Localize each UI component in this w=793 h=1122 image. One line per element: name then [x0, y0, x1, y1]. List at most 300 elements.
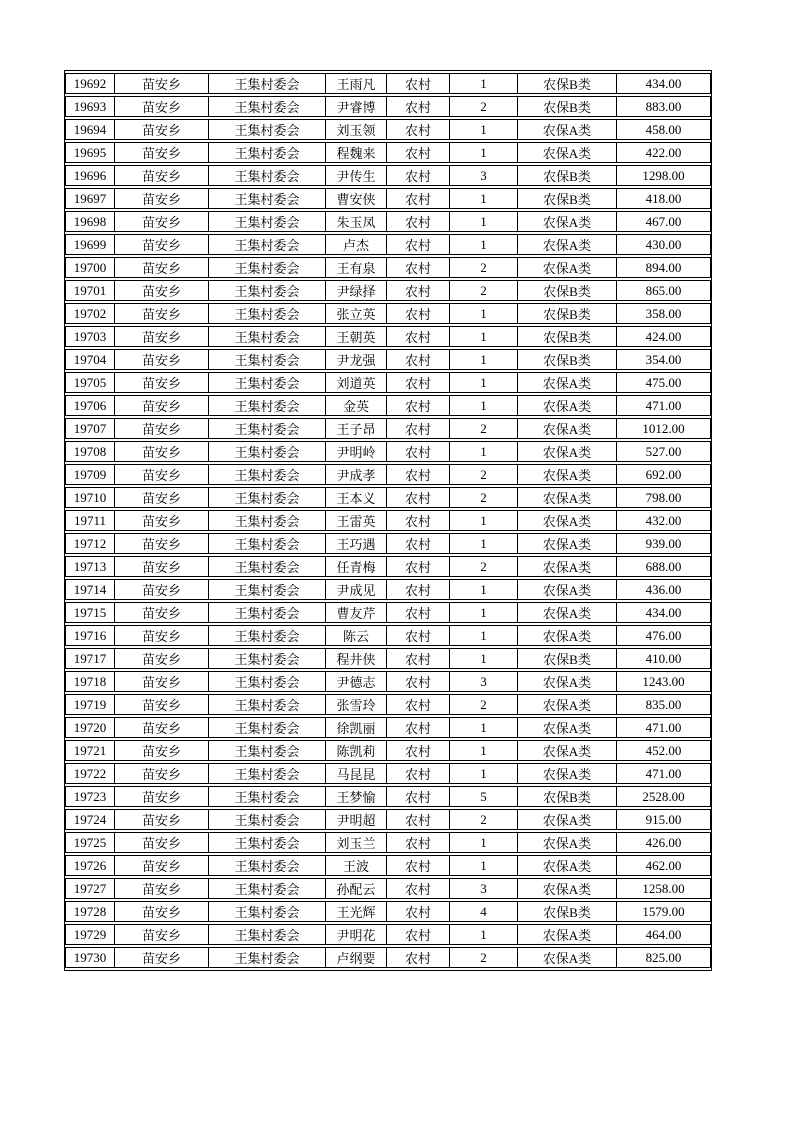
village-cell: 王集村委会	[209, 372, 326, 393]
table-row	[65, 326, 711, 347]
name-cell: 尹传生	[326, 165, 387, 186]
table-row	[65, 142, 711, 163]
category-cell: 农保B类	[518, 303, 617, 324]
residence-cell: 农村	[387, 556, 450, 577]
table-row	[65, 809, 711, 830]
table-row	[65, 510, 711, 531]
amount-cell: 939.00	[617, 533, 711, 554]
category-cell: 农保A类	[518, 211, 617, 232]
residence-cell: 农村	[387, 855, 450, 876]
name-cell: 任青梅	[326, 556, 387, 577]
township-cell: 苗安乡	[115, 372, 209, 393]
village-cell: 王集村委会	[209, 625, 326, 646]
id-cell: 19726	[65, 855, 115, 876]
residence-cell: 农村	[387, 809, 450, 830]
id-cell: 19721	[65, 740, 115, 761]
township-cell: 苗安乡	[115, 142, 209, 163]
table-row	[65, 533, 711, 554]
id-cell: 19707	[65, 418, 115, 439]
id-cell: 19694	[65, 119, 115, 140]
id-cell: 19716	[65, 625, 115, 646]
amount-cell: 432.00	[617, 510, 711, 531]
name-cell: 金英	[326, 395, 387, 416]
residence-cell: 农村	[387, 487, 450, 508]
name-cell: 尹德志	[326, 671, 387, 692]
category-cell: 农保B类	[518, 165, 617, 186]
category-cell: 农保A类	[518, 418, 617, 439]
count-cell: 2	[450, 947, 518, 968]
category-cell: 农保A类	[518, 487, 617, 508]
table-row	[65, 280, 711, 301]
count-cell: 3	[450, 878, 518, 899]
village-cell: 王集村委会	[209, 188, 326, 209]
residence-cell: 农村	[387, 349, 450, 370]
count-cell: 5	[450, 786, 518, 807]
township-cell: 苗安乡	[115, 763, 209, 784]
amount-cell: 471.00	[617, 763, 711, 784]
township-cell: 苗安乡	[115, 510, 209, 531]
residence-cell: 农村	[387, 832, 450, 853]
village-cell: 王集村委会	[209, 717, 326, 738]
table-row	[65, 257, 711, 278]
category-cell: 农保A类	[518, 441, 617, 462]
name-cell: 尹睿博	[326, 96, 387, 117]
id-cell: 19695	[65, 142, 115, 163]
residence-cell: 农村	[387, 211, 450, 232]
count-cell: 2	[450, 96, 518, 117]
residence-cell: 农村	[387, 303, 450, 324]
table-row	[65, 96, 711, 117]
id-cell: 19713	[65, 556, 115, 577]
name-cell: 王雨凡	[326, 73, 387, 94]
township-cell: 苗安乡	[115, 188, 209, 209]
village-cell: 王集村委会	[209, 280, 326, 301]
village-cell: 王集村委会	[209, 579, 326, 600]
category-cell: 农保A类	[518, 372, 617, 393]
name-cell: 王子昂	[326, 418, 387, 439]
amount-cell: 452.00	[617, 740, 711, 761]
category-cell: 农保A类	[518, 257, 617, 278]
residence-cell: 农村	[387, 671, 450, 692]
township-cell: 苗安乡	[115, 924, 209, 945]
count-cell: 1	[450, 533, 518, 554]
id-cell: 19703	[65, 326, 115, 347]
id-cell: 19693	[65, 96, 115, 117]
residence-cell: 农村	[387, 464, 450, 485]
amount-cell: 418.00	[617, 188, 711, 209]
category-cell: 农保A类	[518, 832, 617, 853]
name-cell: 程井侠	[326, 648, 387, 669]
name-cell: 尹明岭	[326, 441, 387, 462]
name-cell: 王朝英	[326, 326, 387, 347]
village-cell: 王集村委会	[209, 855, 326, 876]
table-row	[65, 579, 711, 600]
village-cell: 王集村委会	[209, 303, 326, 324]
amount-cell: 467.00	[617, 211, 711, 232]
id-cell: 19723	[65, 786, 115, 807]
residence-cell: 农村	[387, 602, 450, 623]
residence-cell: 农村	[387, 533, 450, 554]
township-cell: 苗安乡	[115, 257, 209, 278]
township-cell: 苗安乡	[115, 326, 209, 347]
count-cell: 1	[450, 211, 518, 232]
count-cell: 4	[450, 901, 518, 922]
township-cell: 苗安乡	[115, 625, 209, 646]
table-row	[65, 372, 711, 393]
name-cell: 尹绿择	[326, 280, 387, 301]
amount-cell: 692.00	[617, 464, 711, 485]
count-cell: 2	[450, 280, 518, 301]
id-cell: 19722	[65, 763, 115, 784]
category-cell: 农保A类	[518, 510, 617, 531]
residence-cell: 农村	[387, 119, 450, 140]
count-cell: 1	[450, 326, 518, 347]
count-cell: 3	[450, 671, 518, 692]
count-cell: 1	[450, 349, 518, 370]
id-cell: 19729	[65, 924, 115, 945]
category-cell: 农保B类	[518, 326, 617, 347]
table-row	[65, 556, 711, 577]
table-row	[65, 395, 711, 416]
table-row	[65, 878, 711, 899]
township-cell: 苗安乡	[115, 947, 209, 968]
township-cell: 苗安乡	[115, 165, 209, 186]
amount-cell: 434.00	[617, 602, 711, 623]
village-cell: 王集村委会	[209, 763, 326, 784]
amount-cell: 527.00	[617, 441, 711, 462]
amount-cell: 471.00	[617, 717, 711, 738]
residence-cell: 农村	[387, 188, 450, 209]
name-cell: 陈凯莉	[326, 740, 387, 761]
name-cell: 卢杰	[326, 234, 387, 255]
name-cell: 程魏来	[326, 142, 387, 163]
village-cell: 王集村委会	[209, 441, 326, 462]
village-cell: 王集村委会	[209, 349, 326, 370]
village-cell: 王集村委会	[209, 809, 326, 830]
village-cell: 王集村委会	[209, 510, 326, 531]
name-cell: 尹成见	[326, 579, 387, 600]
table-row	[65, 487, 711, 508]
residence-cell: 农村	[387, 257, 450, 278]
residence-cell: 农村	[387, 717, 450, 738]
id-cell: 19702	[65, 303, 115, 324]
count-cell: 1	[450, 579, 518, 600]
village-cell: 王集村委会	[209, 234, 326, 255]
township-cell: 苗安乡	[115, 211, 209, 232]
village-cell: 王集村委会	[209, 119, 326, 140]
category-cell: 农保A类	[518, 809, 617, 830]
residence-cell: 农村	[387, 901, 450, 922]
township-cell: 苗安乡	[115, 280, 209, 301]
village-cell: 王集村委会	[209, 786, 326, 807]
amount-cell: 894.00	[617, 257, 711, 278]
amount-cell: 915.00	[617, 809, 711, 830]
table-row	[65, 901, 711, 922]
village-cell: 王集村委会	[209, 740, 326, 761]
name-cell: 刘道英	[326, 372, 387, 393]
residence-cell: 农村	[387, 694, 450, 715]
amount-cell: 2528.00	[617, 786, 711, 807]
table-row	[65, 211, 711, 232]
id-cell: 19725	[65, 832, 115, 853]
township-cell: 苗安乡	[115, 809, 209, 830]
id-cell: 19700	[65, 257, 115, 278]
name-cell: 曹友芹	[326, 602, 387, 623]
name-cell: 王巧遇	[326, 533, 387, 554]
name-cell: 朱玉凤	[326, 211, 387, 232]
id-cell: 19730	[65, 947, 115, 968]
name-cell: 卢纲要	[326, 947, 387, 968]
category-cell: 农保B类	[518, 280, 617, 301]
amount-cell: 410.00	[617, 648, 711, 669]
township-cell: 苗安乡	[115, 303, 209, 324]
village-cell: 王集村委会	[209, 671, 326, 692]
residence-cell: 农村	[387, 579, 450, 600]
benefit-records-table	[64, 70, 712, 971]
name-cell: 尹龙强	[326, 349, 387, 370]
category-cell: 农保A类	[518, 947, 617, 968]
table-row	[65, 119, 711, 140]
amount-cell: 1298.00	[617, 165, 711, 186]
count-cell: 1	[450, 303, 518, 324]
id-cell: 19724	[65, 809, 115, 830]
residence-cell: 农村	[387, 740, 450, 761]
township-cell: 苗安乡	[115, 441, 209, 462]
category-cell: 农保B类	[518, 73, 617, 94]
township-cell: 苗安乡	[115, 740, 209, 761]
table-row	[65, 234, 711, 255]
name-cell: 王波	[326, 855, 387, 876]
count-cell: 3	[450, 165, 518, 186]
village-cell: 王集村委会	[209, 832, 326, 853]
count-cell: 1	[450, 73, 518, 94]
table-row	[65, 740, 711, 761]
name-cell: 尹明花	[326, 924, 387, 945]
village-cell: 王集村委会	[209, 211, 326, 232]
township-cell: 苗安乡	[115, 855, 209, 876]
township-cell: 苗安乡	[115, 579, 209, 600]
name-cell: 王光辉	[326, 901, 387, 922]
table-row	[65, 947, 711, 968]
category-cell: 农保B类	[518, 96, 617, 117]
village-cell: 王集村委会	[209, 73, 326, 94]
amount-cell: 688.00	[617, 556, 711, 577]
id-cell: 19710	[65, 487, 115, 508]
name-cell: 尹明超	[326, 809, 387, 830]
amount-cell: 476.00	[617, 625, 711, 646]
count-cell: 2	[450, 556, 518, 577]
count-cell: 2	[450, 694, 518, 715]
id-cell: 19698	[65, 211, 115, 232]
category-cell: 农保A类	[518, 924, 617, 945]
id-cell: 19711	[65, 510, 115, 531]
count-cell: 1	[450, 832, 518, 853]
category-cell: 农保A类	[518, 119, 617, 140]
name-cell: 马昆昆	[326, 763, 387, 784]
id-cell: 19699	[65, 234, 115, 255]
township-cell: 苗安乡	[115, 119, 209, 140]
village-cell: 王集村委会	[209, 142, 326, 163]
count-cell: 1	[450, 602, 518, 623]
name-cell: 尹成孝	[326, 464, 387, 485]
amount-cell: 1012.00	[617, 418, 711, 439]
residence-cell: 农村	[387, 96, 450, 117]
name-cell: 张雪玲	[326, 694, 387, 715]
residence-cell: 农村	[387, 510, 450, 531]
township-cell: 苗安乡	[115, 878, 209, 899]
village-cell: 王集村委会	[209, 694, 326, 715]
count-cell: 2	[450, 464, 518, 485]
table-row	[65, 763, 711, 784]
count-cell: 2	[450, 418, 518, 439]
name-cell: 张立英	[326, 303, 387, 324]
count-cell: 1	[450, 441, 518, 462]
name-cell: 刘玉领	[326, 119, 387, 140]
count-cell: 1	[450, 855, 518, 876]
table-row	[65, 602, 711, 623]
village-cell: 王集村委会	[209, 602, 326, 623]
village-cell: 王集村委会	[209, 257, 326, 278]
table-row	[65, 73, 711, 94]
table-row	[65, 349, 711, 370]
name-cell: 陈云	[326, 625, 387, 646]
id-cell: 19714	[65, 579, 115, 600]
residence-cell: 农村	[387, 625, 450, 646]
category-cell: 农保A类	[518, 694, 617, 715]
residence-cell: 农村	[387, 395, 450, 416]
category-cell: 农保B类	[518, 349, 617, 370]
village-cell: 王集村委会	[209, 395, 326, 416]
township-cell: 苗安乡	[115, 648, 209, 669]
township-cell: 苗安乡	[115, 533, 209, 554]
count-cell: 1	[450, 142, 518, 163]
township-cell: 苗安乡	[115, 556, 209, 577]
name-cell: 王有泉	[326, 257, 387, 278]
township-cell: 苗安乡	[115, 786, 209, 807]
name-cell: 刘玉兰	[326, 832, 387, 853]
amount-cell: 426.00	[617, 832, 711, 853]
count-cell: 1	[450, 763, 518, 784]
id-cell: 19697	[65, 188, 115, 209]
id-cell: 19692	[65, 73, 115, 94]
residence-cell: 农村	[387, 142, 450, 163]
residence-cell: 农村	[387, 418, 450, 439]
amount-cell: 436.00	[617, 579, 711, 600]
township-cell: 苗安乡	[115, 349, 209, 370]
village-cell: 王集村委会	[209, 96, 326, 117]
township-cell: 苗安乡	[115, 832, 209, 853]
category-cell: 农保A类	[518, 740, 617, 761]
residence-cell: 农村	[387, 234, 450, 255]
residence-cell: 农村	[387, 73, 450, 94]
amount-cell: 1243.00	[617, 671, 711, 692]
count-cell: 1	[450, 372, 518, 393]
amount-cell: 458.00	[617, 119, 711, 140]
count-cell: 1	[450, 510, 518, 531]
amount-cell: 462.00	[617, 855, 711, 876]
id-cell: 19704	[65, 349, 115, 370]
village-cell: 王集村委会	[209, 165, 326, 186]
amount-cell: 883.00	[617, 96, 711, 117]
table-row	[65, 924, 711, 945]
table-row	[65, 717, 711, 738]
name-cell: 王本义	[326, 487, 387, 508]
table-row	[65, 464, 711, 485]
table-row	[65, 418, 711, 439]
village-cell: 王集村委会	[209, 947, 326, 968]
id-cell: 19727	[65, 878, 115, 899]
township-cell: 苗安乡	[115, 464, 209, 485]
category-cell: 农保A类	[518, 878, 617, 899]
table-row	[65, 671, 711, 692]
table-row	[65, 786, 711, 807]
township-cell: 苗安乡	[115, 487, 209, 508]
amount-cell: 835.00	[617, 694, 711, 715]
village-cell: 王集村委会	[209, 878, 326, 899]
category-cell: 农保A类	[518, 763, 617, 784]
residence-cell: 农村	[387, 372, 450, 393]
id-cell: 19728	[65, 901, 115, 922]
residence-cell: 农村	[387, 763, 450, 784]
amount-cell: 1258.00	[617, 878, 711, 899]
count-cell: 1	[450, 119, 518, 140]
count-cell: 1	[450, 648, 518, 669]
residence-cell: 农村	[387, 786, 450, 807]
category-cell: 农保A类	[518, 533, 617, 554]
count-cell: 1	[450, 924, 518, 945]
residence-cell: 农村	[387, 441, 450, 462]
table-row	[65, 832, 711, 853]
category-cell: 农保A类	[518, 142, 617, 163]
residence-cell: 农村	[387, 947, 450, 968]
table-row	[65, 694, 711, 715]
township-cell: 苗安乡	[115, 395, 209, 416]
amount-cell: 434.00	[617, 73, 711, 94]
amount-cell: 798.00	[617, 487, 711, 508]
category-cell: 农保A类	[518, 625, 617, 646]
category-cell: 农保A类	[518, 717, 617, 738]
village-cell: 王集村委会	[209, 648, 326, 669]
count-cell: 2	[450, 487, 518, 508]
id-cell: 19706	[65, 395, 115, 416]
count-cell: 1	[450, 625, 518, 646]
amount-cell: 471.00	[617, 395, 711, 416]
category-cell: 农保A类	[518, 234, 617, 255]
count-cell: 1	[450, 234, 518, 255]
id-cell: 19719	[65, 694, 115, 715]
amount-cell: 825.00	[617, 947, 711, 968]
township-cell: 苗安乡	[115, 234, 209, 255]
table-row	[65, 625, 711, 646]
category-cell: 农保B类	[518, 901, 617, 922]
name-cell: 孙配云	[326, 878, 387, 899]
id-cell: 19701	[65, 280, 115, 301]
table-row	[65, 855, 711, 876]
village-cell: 王集村委会	[209, 487, 326, 508]
id-cell: 19712	[65, 533, 115, 554]
id-cell: 19708	[65, 441, 115, 462]
name-cell: 徐凯丽	[326, 717, 387, 738]
name-cell: 王雷英	[326, 510, 387, 531]
count-cell: 1	[450, 740, 518, 761]
amount-cell: 475.00	[617, 372, 711, 393]
count-cell: 2	[450, 809, 518, 830]
township-cell: 苗安乡	[115, 418, 209, 439]
township-cell: 苗安乡	[115, 73, 209, 94]
amount-cell: 464.00	[617, 924, 711, 945]
id-cell: 19709	[65, 464, 115, 485]
village-cell: 王集村委会	[209, 464, 326, 485]
